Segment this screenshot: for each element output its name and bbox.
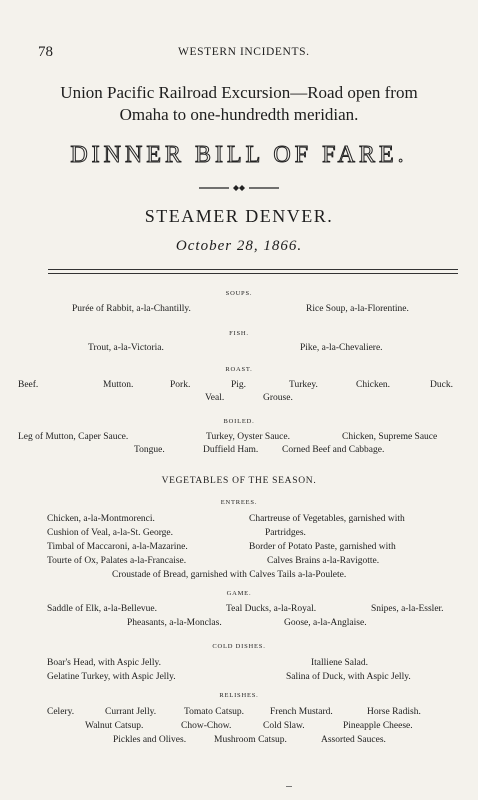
divider-rule-top [48, 269, 458, 270]
menu-item: Leg of Mutton, Caper Sauce. [18, 432, 129, 442]
menu-item: Grouse. [263, 393, 293, 403]
section-heading-roast: ROAST. [225, 366, 253, 373]
menu-item: Gelatine Turkey, with Aspic Jelly. [47, 672, 176, 682]
menu-item: Duffield Ham. [203, 445, 259, 455]
menu-item: Pike, a-la-Chevaliere. [300, 343, 383, 353]
menu-item: Pig. [231, 380, 247, 390]
divider-rule-bottom [48, 273, 458, 274]
menu-item: French Mustard. [270, 707, 333, 717]
menu-item: Pickles and Olives. [113, 735, 187, 745]
menu-item: Mutton. [103, 380, 134, 390]
menu-item: Mushroom Catsup. [214, 735, 287, 745]
menu-item: Partridges. [265, 528, 306, 538]
section-heading-fish: FISH. [229, 330, 249, 337]
menu-item: Saddle of Elk, a-la-Bellevue. [47, 604, 158, 614]
menu-item: Horse Radish. [367, 707, 421, 717]
date-line: October 28, 1866. [175, 238, 303, 254]
section-heading-entrees: ENTREES. [220, 499, 258, 506]
menu-item: Pork. [170, 380, 191, 390]
menu-item: Tourte of Ox, Palates a-la-Francaise. [47, 556, 187, 566]
menu-item: Rice Soup, a-la-Florentine. [306, 304, 409, 314]
menu-item: Goose, a-la-Anglaise. [284, 618, 367, 628]
menu-item: Chow-Chow. [181, 721, 232, 731]
menu-item: Calves Brains a-la-Ravigotte. [267, 556, 380, 566]
section-heading-soups: SOUPS. [225, 290, 253, 297]
menu-item: Border of Potato Paste, garnished with [249, 542, 396, 552]
menu-item: Chicken, a-la-Montmorenci. [47, 514, 155, 524]
running-title: WESTERN INCIDENTS. [178, 46, 310, 58]
menu-item: Chicken, Supreme Sauce [342, 432, 438, 442]
menu-item: Cold Slaw. [263, 721, 305, 731]
menu-item: Chartreuse of Vegetables, garnished with [249, 514, 405, 524]
section-heading-relishes: RELISHES. [219, 692, 259, 699]
menu-item: Assorted Sauces. [321, 735, 386, 745]
menu-item: Corned Beef and Cabbage. [282, 445, 385, 455]
page-number: 78 [38, 44, 53, 60]
menu-item: Salina of Duck, with Aspic Jelly. [286, 672, 411, 682]
menu-item: Currant Jelly. [105, 707, 157, 717]
steamer-heading: STEAMER DENVER. [144, 206, 334, 226]
menu-item: Turkey, Oyster Sauce. [206, 432, 290, 442]
menu-item: Pineapple Cheese. [343, 721, 413, 731]
menu-item: Trout, a-la-Victoria. [88, 343, 164, 353]
menu-item: Snipes, a-la-Essler. [371, 604, 444, 614]
menu-item: Cushion of Veal, a-la-St. George. [47, 528, 174, 538]
section-heading-cold-dishes: COLD DISHES. [212, 643, 266, 650]
footer-mark [286, 786, 292, 787]
menu-item: Italliene Salad. [311, 658, 368, 668]
menu-item: Veal. [205, 393, 225, 403]
intro-line-2: Omaha to one-hundredth meridian. [119, 105, 359, 124]
menu-item: Pheasants, a-la-Monclas. [127, 618, 222, 628]
section-heading-vegetables: VEGETABLES OF THE SEASON. [161, 476, 317, 486]
menu-item: Purée of Rabbit, a-la-Chantilly. [72, 304, 191, 314]
menu-item: Teal Ducks, a-la-Royal. [226, 604, 317, 614]
menu-item: Tongue. [134, 445, 165, 455]
menu-item: Chicken. [356, 380, 391, 390]
menu-item: Beef. [18, 380, 39, 390]
menu-item: Tomato Catsup. [184, 707, 245, 717]
menu-item: Walnut Catsup. [85, 721, 144, 731]
intro-line-1: Union Pacific Railroad Excursion—Road open from [60, 83, 418, 102]
section-heading-boiled: BOILED. [223, 418, 255, 425]
section-heading-game: GAME. [226, 590, 252, 597]
menu-item: Croustade of Bread, garnished with Calves Tails a-la-Poulete. [112, 570, 347, 580]
menu-item: Duck. [430, 380, 453, 390]
menu-item: Timbal of Maccaroni, a-la-Mazarine. [47, 542, 188, 552]
page-title: DINNER BILL OF FARE. [70, 142, 408, 168]
ornament-divider-icon [199, 183, 279, 193]
menu-item: Turkey. [289, 380, 318, 390]
menu-item: Boar's Head, with Aspic Jelly. [47, 658, 162, 668]
menu-item: Celery. [47, 707, 75, 717]
